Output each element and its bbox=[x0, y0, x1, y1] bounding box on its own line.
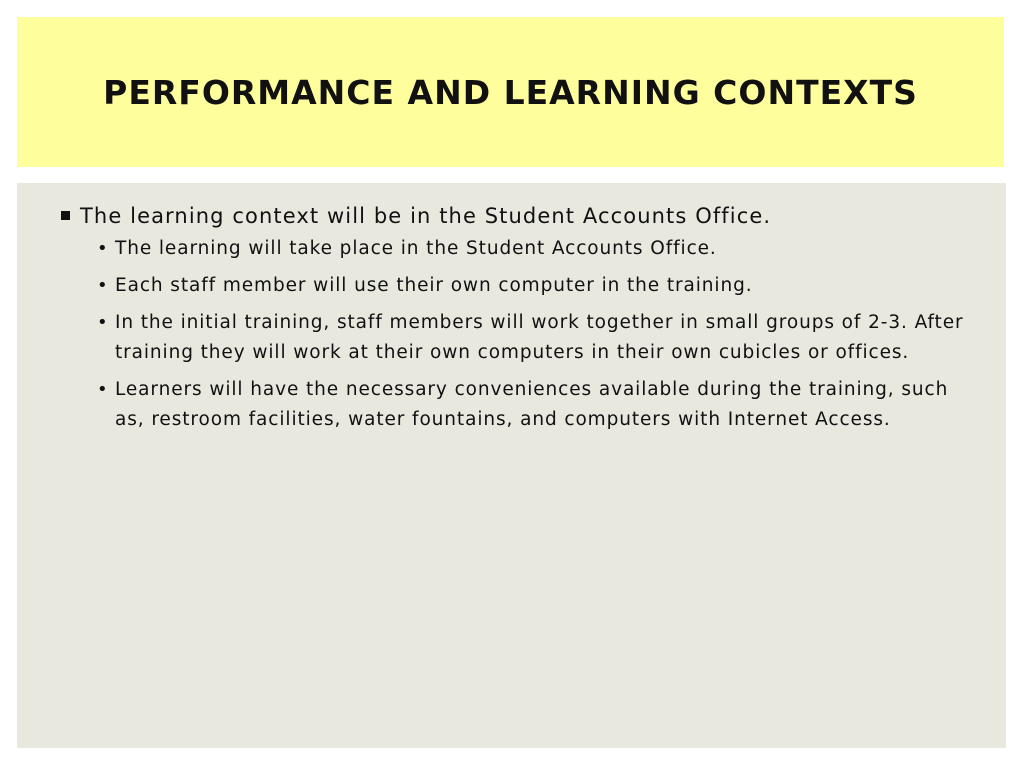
sub-bullet-text: Each staff member will use their own computer in the training. bbox=[115, 275, 753, 296]
square-bullet-icon bbox=[61, 211, 70, 220]
sub-bullet-text: Learners will have the necessary conveniences available during the training, such as, restroom facilities, water fountains, and computers with Internet Access. bbox=[115, 379, 949, 430]
sub-bullet-list bbox=[57, 234, 977, 435]
sub-bullet-item bbox=[97, 234, 977, 264]
bullet-dot-icon: • bbox=[97, 312, 109, 333]
bullet-item bbox=[57, 201, 977, 231]
content-panel bbox=[17, 183, 1006, 748]
title-band bbox=[17, 17, 1004, 167]
sub-bullet-text: The learning will take place in the Student Accounts Office. bbox=[115, 238, 717, 259]
sub-bullet-item bbox=[97, 308, 977, 368]
bullet-list bbox=[57, 201, 977, 442]
sub-bullet-item bbox=[97, 271, 977, 301]
bullet-dot-icon: • bbox=[97, 275, 109, 296]
bullet-dot-icon: • bbox=[97, 379, 109, 400]
bullet-text: The learning context will be in the Student Accounts Office. bbox=[80, 204, 772, 228]
sub-bullet-item bbox=[97, 375, 977, 435]
slide-title: PERFORMANCE AND LEARNING CONTEXTS bbox=[103, 72, 918, 112]
bullet-dot-icon: • bbox=[97, 238, 109, 259]
sub-bullet-text: In the initial training, staff members will work together in small groups of 2-3. After training they will work at their own computers in their own cubicles or offices. bbox=[115, 312, 964, 363]
